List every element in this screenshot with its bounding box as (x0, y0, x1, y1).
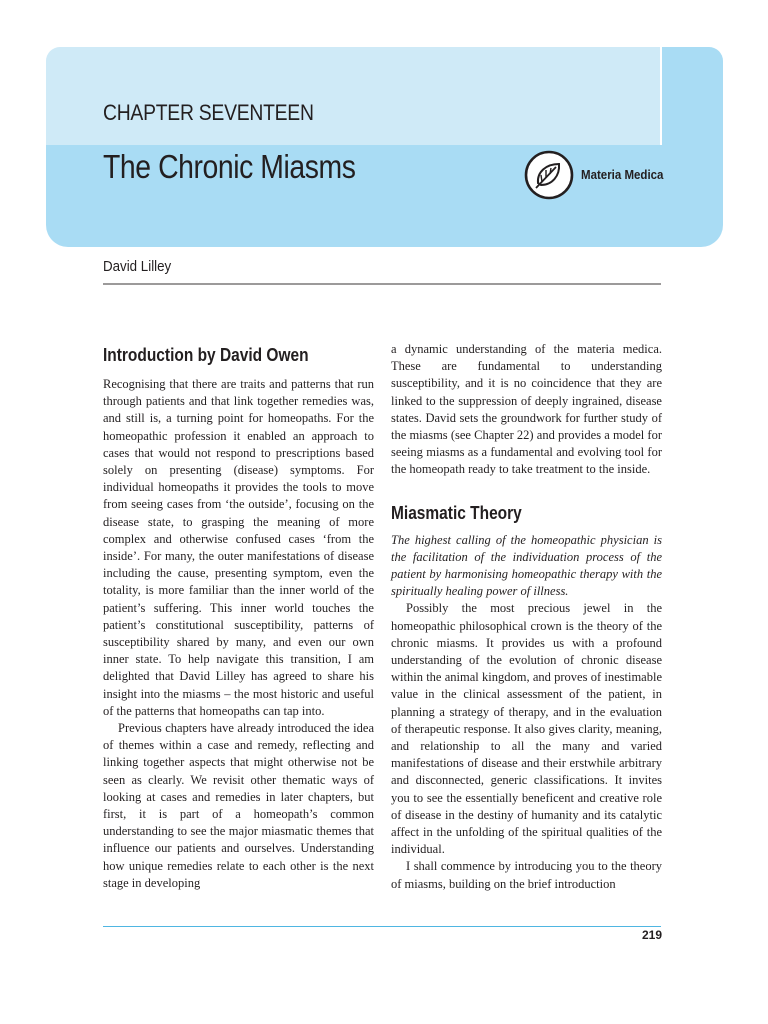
body-paragraph: Recognising that there are traits and patterns that run through patients and that link together remedies was, and still is, a turning point for homeopaths. For the homeopathic profession it enabled an approach to cases that would not respond to prescriptions based solely on presenting (disease) symptoms. For individual homeopaths it provides the tools to move from seeing cases from ‘the outside’, focusing on the disease state, to grasping the meaning of more complex and otherwise confused cases ‘from the inside’. For many, the outer manifestations of disease including the cause, presenting symptom, even the totality, is more familiar than the inner world of the patient’s suffering. This inner world touches the patient’s constitutional susceptibility, patterns of susceptibility shared by many, and even our own inner state. To help navigate this transition, I am delighted that David Lilley has agreed to share his insight into the miasms – the most historic and useful of the patterns that homeopaths can tap into. (103, 377, 374, 718)
chapter-banner-top (46, 47, 663, 145)
section-tag: Materia Medica (581, 168, 664, 182)
section-heading: Introduction by David Owen (103, 345, 309, 365)
body-paragraph: Previous chapters have already introduced the idea of themes within a case and remedy, reflecting and linking together aspects that might otherwise not be seen as clearly. We revisit other thematic ways of looking at cases and remedies in later chapters, but first, it is part of a homeopath’s common understanding to see the major miasmatic themes that influence our patients and ourselves. Understanding how unique remedies relate to each other is the next stage in developing (103, 721, 374, 890)
left-column (103, 341, 374, 892)
epigraph: The highest calling of the homeopathic physician is the facilitation of the individuation process of the patient by harmonising homeopathic therapy with the spiritually healing power of illness. (391, 532, 662, 599)
body-paragraph: I shall commence by introducing you to the theory of miasms, building on the brief introduction (391, 859, 662, 891)
body-paragraph: Possibly the most precious jewel in the homeopathic philosophical crown is the theory of the chronic miasms. It provides us with a profound understanding of the evolution of chronic disease within the animal kingdom, and proves of inestimable value in the clinical assessment of the patient, in planning a strategy of therapy, and in the evaluation of therapeutic response. It also gives clarity, meaning, and relationship to all the many and varied manifestations of disease and their erstwhile arbitrary and disconnected, generic classifications. It invites you to see the essentially beneficent and creative role of disease in the destiny of humanity and its catalytic affect in the unfolding of the spiritual qualities of the individual. (391, 601, 662, 857)
leaf-icon (524, 150, 574, 200)
chapter-banner-corner (662, 47, 723, 145)
header-divider (103, 283, 661, 285)
footer-divider (103, 926, 661, 927)
chapter-label: CHAPTER SEVENTEEN (103, 100, 314, 125)
author-name: David Lilley (103, 259, 172, 275)
page-number: 219 (641, 928, 662, 942)
body-paragraph: a dynamic understanding of the materia medica. These are fundamental to understanding susceptibility, and it is no coincidence that they are linked to the suppression of deeply ingrained, disease states. David sets the groundwork for further study of the miasms (see Chapter 22) and provides a model for seeing miasms as a fundamental and evolving tool for the homeopath ready to take treatment to the inside. (391, 342, 662, 477)
chapter-title: The Chronic Miasms (103, 148, 356, 185)
section-heading: Miasmatic Theory (391, 502, 522, 523)
right-column (391, 341, 662, 893)
